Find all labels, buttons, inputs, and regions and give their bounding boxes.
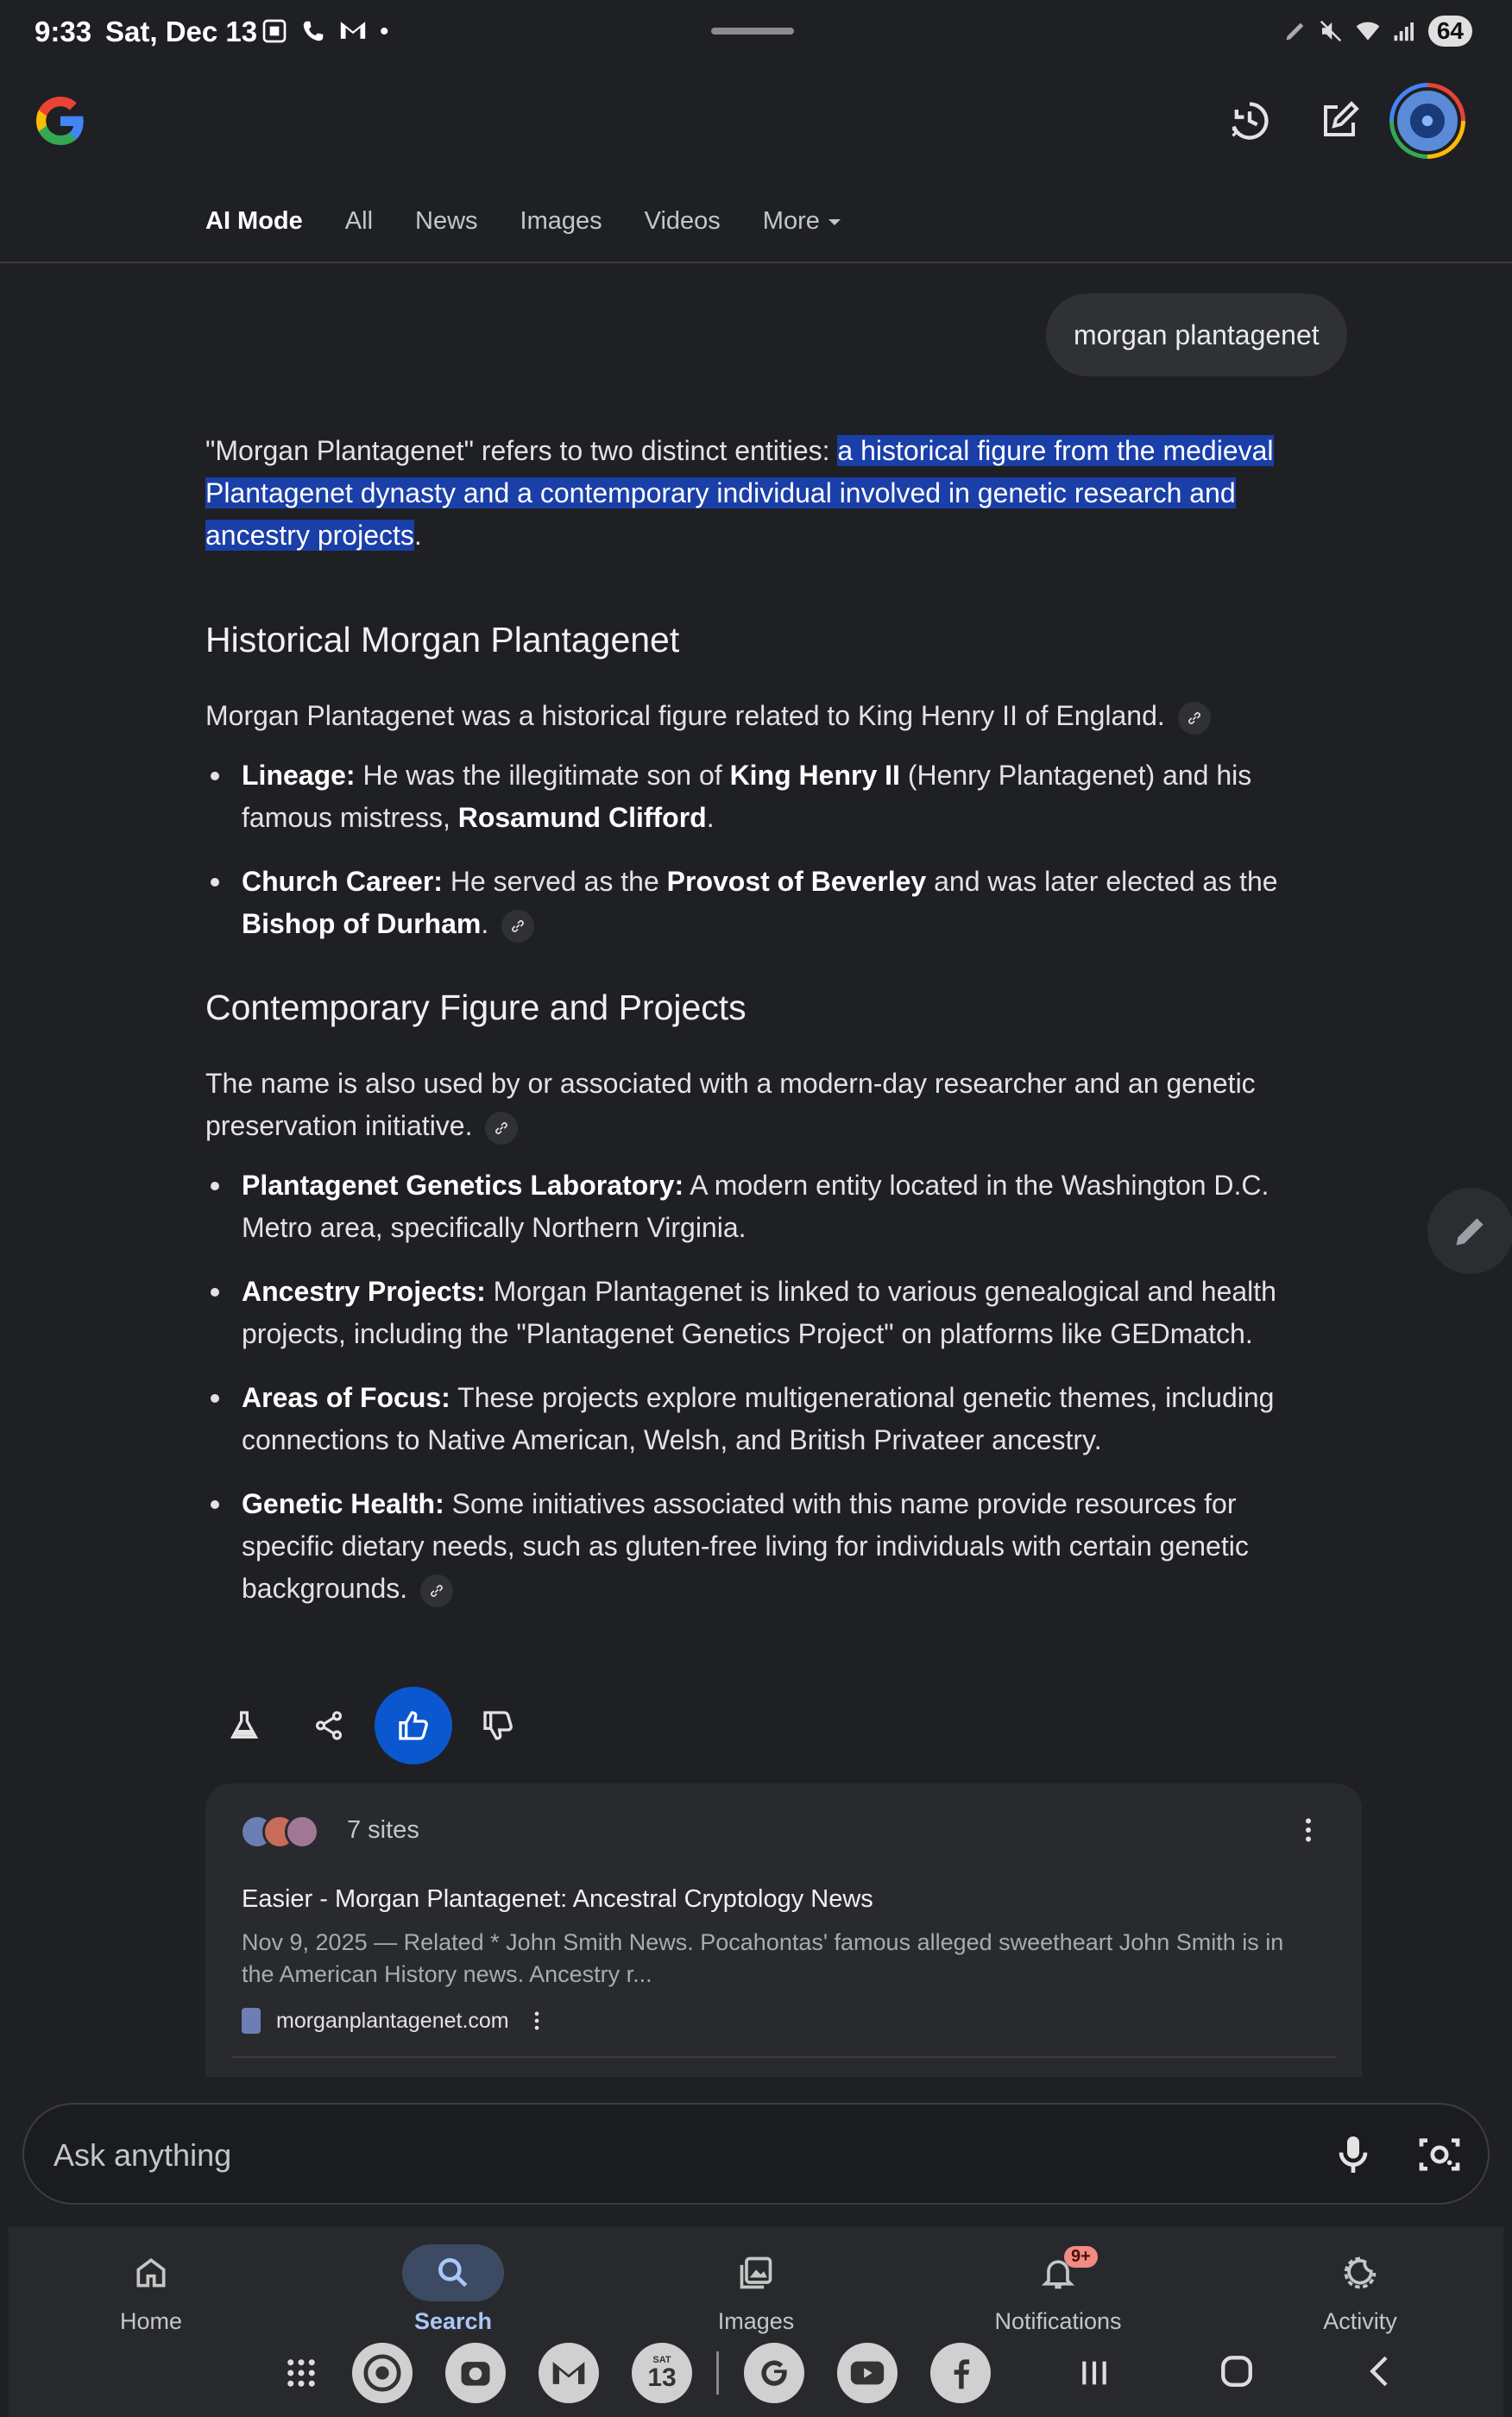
list-item: Plantagenet Genetics Laboratory: A modern entity located in the Washington D.C. Metro area, specifically Northern Virginia. [242,1164,1327,1249]
status-date: Sat, Dec 13 [105,16,258,47]
home-square-icon [1219,2353,1255,2389]
facebook-icon [942,2354,980,2392]
history-button[interactable] [1225,97,1274,145]
gmail-app[interactable] [539,2343,599,2403]
edit-fab[interactable] [1427,1188,1512,1274]
system-dock [0,2343,1512,2405]
labs-button[interactable] [205,1687,283,1764]
list-item: Church Career: He served as the Provost of Beverley and was later elected as the Bishop of Durham. [242,861,1327,945]
drag-handle[interactable] [711,28,794,35]
ai-answer [205,430,1327,1631]
section-heading-historical: Historical Morgan Plantagenet [205,620,680,659]
more-vert-icon [1293,1814,1324,1846]
history-icon [1227,98,1272,143]
thumbs-down-icon [481,1708,515,1743]
new-chat-button[interactable] [1315,97,1364,145]
camera-app[interactable] [445,2343,506,2403]
source-favicon [242,2008,261,2034]
thumbs-down-button[interactable] [459,1687,537,1764]
thumbs-up-button[interactable] [375,1687,452,1764]
share-button[interactable] [290,1687,368,1764]
nav-notifications-label: Notifications [994,2308,1122,2334]
nav-search[interactable] [367,2244,539,2335]
favicon [285,1814,319,1849]
google-app[interactable] [744,2343,804,2403]
source-snippet: Nov 9, 2025 — Related * John Smith News. Pocahontas' famous alleged sweetheart John Smith is in the American History news. Ancestry r... [242,1929,1284,1987]
flask-icon [227,1708,261,1743]
link-icon[interactable] [1178,702,1211,735]
historical-bullets [205,754,1327,945]
tab-videos[interactable]: Videos [644,207,721,235]
caret-down-icon [828,219,841,225]
apps-grid-icon [283,2355,319,2391]
home-button[interactable] [1219,2353,1255,2394]
edit-icon [1319,100,1360,142]
camera-lens-icon [1415,2130,1464,2179]
tab-more-label: More [762,207,820,235]
mic-icon [1329,2130,1377,2179]
nav-images[interactable] [670,2244,842,2335]
list-item: Genetic Health: Some initiatives associated with this name provide resources for specific dietary needs, such as gluten-free living for individuals with certain genetic backgrounds. [242,1483,1327,1610]
status-system-icons [1283,16,1472,47]
card-divider [231,2056,1336,2058]
google-logo-icon[interactable] [33,93,88,148]
tab-news[interactable]: News [415,207,478,235]
calendar-day: 13 [647,2363,677,2392]
link-icon[interactable] [420,1575,453,1607]
nav-home[interactable] [65,2244,237,2335]
dock-separator [716,2351,719,2395]
status-notification-icons [261,17,389,47]
ask-bar[interactable] [22,2103,1490,2205]
chrome-icon [362,2353,402,2393]
link-icon[interactable] [485,1112,518,1145]
site-favicons [240,1814,307,1849]
youtube-app[interactable] [837,2343,898,2403]
card-menu-button[interactable] [1293,1814,1324,1850]
recents-button[interactable] [1077,2355,1112,2395]
voice-button[interactable] [1329,2130,1377,2183]
recents-icon [1077,2355,1112,2391]
call-icon [300,17,326,45]
nav-activity[interactable] [1274,2244,1446,2335]
selected-text[interactable]: a historical figure from the medieval Plantagenet dynasty and a contemporary individual involved in genetic research and ancestry projects [205,435,1274,551]
link-icon[interactable] [501,910,534,943]
thumbs-up-icon [396,1708,431,1743]
ask-input[interactable]: Ask anything [54,2137,232,2173]
calendar-dow: SAT [652,2355,671,2365]
tab-all[interactable]: All [344,207,374,235]
answer-intro: "Morgan Plantagenet" refers to two distinct entities: a historical figure from the medieval Plantagenet dynasty and a contemporary individual involved in genetic research and ancestry projects. [205,435,1274,551]
nav-activity-label: Activity [1323,2308,1397,2334]
more-vert-icon [525,2009,549,2033]
gmail-icon [338,17,368,43]
tabs-divider [0,262,1512,263]
list-item: Lineage: He was the illegitimate son of King Henry II (Henry Plantagenet) and his famous mistress, Rosamund Clifford. [242,754,1327,839]
tab-ai-mode[interactable]: AI Mode [205,207,303,235]
nav-home-label: Home [119,2308,183,2334]
more-notifications-dot: • [380,17,389,46]
source-domain-row[interactable] [242,2008,549,2034]
chrome-app[interactable] [352,2343,413,2403]
activity-icon [1341,2254,1379,2292]
pen-icon [1283,19,1307,43]
signal-icon [1392,19,1418,43]
youtube-icon [847,2356,887,2390]
section-lead: Morgan Plantagenet was a historical figure related to King Henry II of England. [205,695,1327,737]
images-icon [737,2254,775,2292]
source-title[interactable]: Easier - Morgan Plantagenet: Ancestral Cryptology News [242,1885,873,1913]
tab-images[interactable]: Images [520,207,602,235]
source-domain: morganplantagenet.com [276,2008,509,2033]
status-bar [0,0,1512,66]
sites-count[interactable]: 7 sites [347,1816,419,1844]
status-time: 9:33 [35,16,92,47]
nav-search-label: Search [413,2308,493,2334]
nav-images-label: Images [717,2308,795,2334]
google-g-icon [755,2354,793,2392]
section-lead: The name is also used by or associated with a modern-day researcher and an genetic preservation initiative. [205,1063,1327,1147]
tab-more[interactable] [763,207,841,236]
gmail-icon [550,2357,588,2389]
contemporary-bullets [205,1164,1327,1610]
answer-actions [205,1687,537,1764]
share-icon [312,1709,345,1742]
section-heading-contemporary: Contemporary Figure and Projects [205,988,747,1027]
sources-card[interactable] [205,1783,1362,2077]
list-item: Ancestry Projects: Morgan Plantagenet is linked to various genealogical and health projects, including the "Plantagenet Genetics Project" on platforms like GEDmatch. [242,1271,1327,1355]
search-tabs [205,207,883,236]
avatar[interactable] [1389,83,1465,159]
battery-level: 64 [1428,16,1472,47]
mute-icon [1318,18,1344,44]
search-icon [434,2254,472,2292]
list-item: Areas of Focus: These projects explore multigenerational genetic themes, including connections to Native American, Welsh, and British Privateer ancestry. [242,1377,1327,1461]
query-bubble: morgan plantagenet [1046,293,1347,376]
lens-button[interactable] [1415,2130,1464,2183]
nav-notifications[interactable] [972,2244,1144,2335]
pencil-icon [1452,1212,1490,1250]
camera-icon [457,2354,495,2392]
home-icon [132,2254,170,2292]
calendar-app[interactable] [632,2343,692,2403]
back-chevron-icon [1362,2353,1398,2389]
screenshot-icon [261,17,288,45]
back-button[interactable] [1362,2353,1398,2394]
app-drawer-button[interactable] [283,2355,319,2395]
notification-badge: 9+ [1064,2246,1098,2268]
wifi-icon [1354,19,1382,43]
facebook-app[interactable] [930,2343,991,2403]
